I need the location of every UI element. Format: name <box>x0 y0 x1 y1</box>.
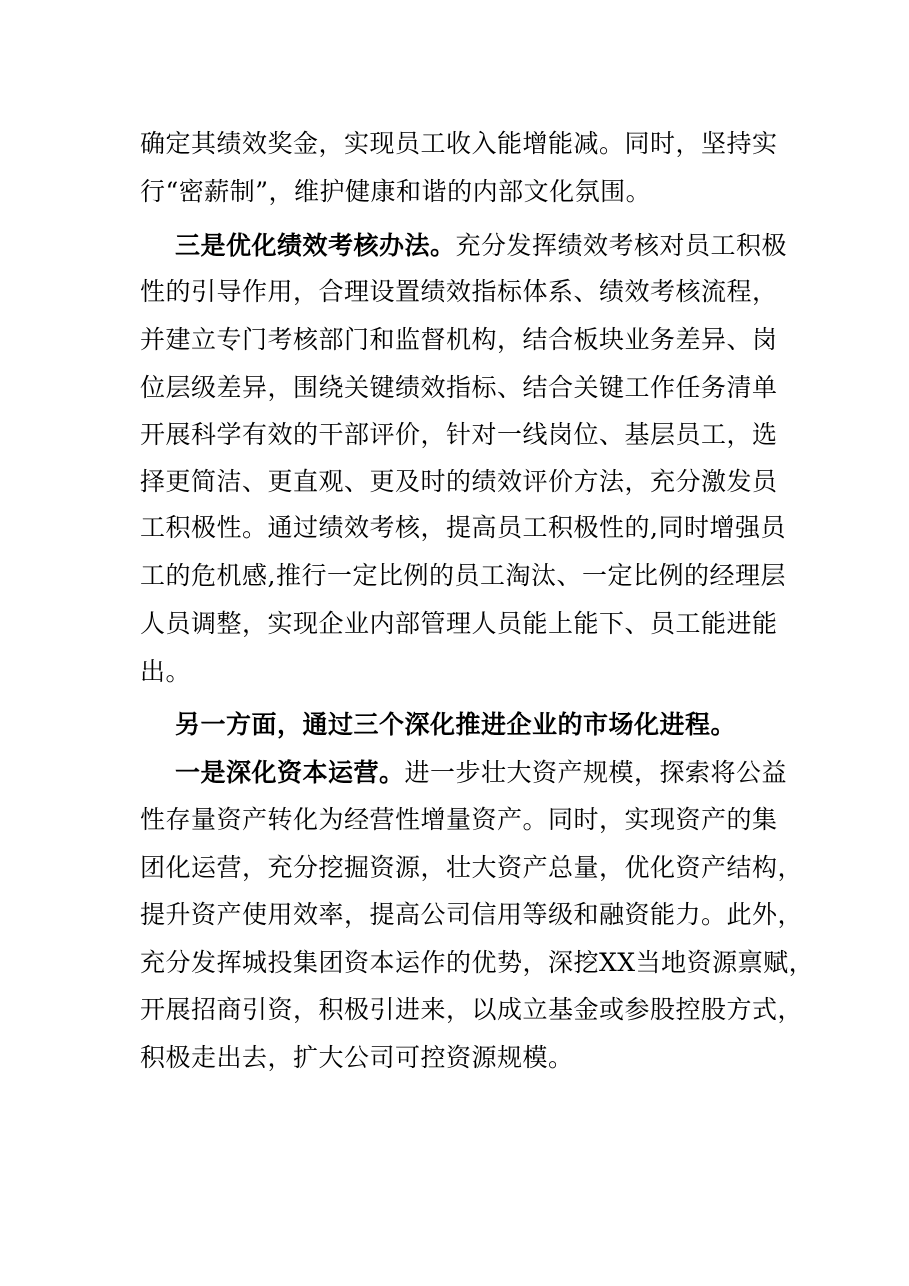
text-line: 开展招商引资，积极引进来，以成立基金或参股控股方式， <box>140 995 804 1024</box>
text-line: 位层级差异，围绕关键绩效指标、结合关键工作任务清单 <box>140 373 778 402</box>
paragraph-capital-operation <box>175 753 815 793</box>
text-line: 行“密薪制”，维护健康和谐的内部文化氛围。 <box>140 177 652 206</box>
text-line: 择更简洁、更直观、更及时的绩效评价方法，充分激发员 <box>140 467 778 496</box>
paragraph-lead: 一是深化资本运营。 <box>175 758 405 787</box>
paragraph-text: 进一步壮大资产规模，探索将公益 <box>404 758 788 787</box>
text-line: 工积极性。通过绩效考核，提高员工积极性的,同时增强员 <box>140 513 786 542</box>
text-line: 开展科学有效的干部评价，针对一线岗位、基层员工，选 <box>140 420 778 449</box>
text-line: 充分发挥城投集团资本运作的优势，深挖XX当地资源禀赋， <box>140 948 815 977</box>
text-line: 人员调整，实现企业内部管理人员能上能下、员工能进能 <box>140 609 778 638</box>
text-line: 提升资产使用效率，提高公司信用等级和融资能力。此外， <box>140 900 804 929</box>
paragraph-lead: 三是优化绩效考核办法。 <box>175 231 456 260</box>
text-line: 积极走出去，扩大公司可控资源规模。 <box>140 1043 574 1072</box>
paragraph-optimize-assessment <box>175 226 815 266</box>
text-line: 确定其绩效奖金，实现员工收入能增能减。同时，坚持实 <box>140 129 778 158</box>
text-line: 出。 <box>140 657 192 686</box>
text-line: 团化运营，充分挖掘资源，壮大资产总量，优化资产结构， <box>140 853 804 882</box>
text-line: 工的危机感,推行一定比例的员工淘汰、一定比例的经理层 <box>140 561 786 590</box>
section-heading: 另一方面，通过三个深化推进企业的市场化进程。 <box>175 710 737 739</box>
text-line: 性存量资产转化为经营性增量资产。同时，实现资产的集 <box>140 805 778 834</box>
text-line: 性的引导作用，合理设置绩效指标体系、绩效考核流程， <box>140 277 778 306</box>
text-line: 并建立专门考核部门和监督机构，结合板块业务差异、岗 <box>140 325 778 354</box>
paragraph-text: 充分发挥绩效考核对员工积极 <box>455 231 788 260</box>
